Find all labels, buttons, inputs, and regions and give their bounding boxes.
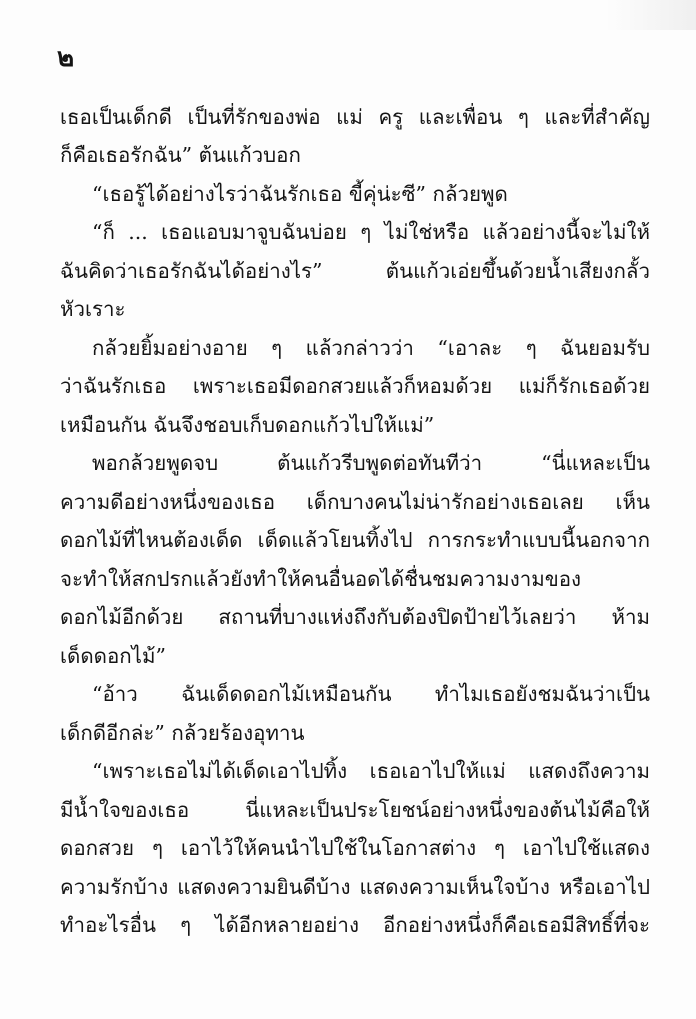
text-line: “เพราะเธอไม่ได้เด็ดเอาไปทิ้ง เธอเอาไปให้แม่ แสดงถึงความ [92,759,650,783]
text-line: เด็กดีอีกล่ะ” กล้วยร้องอุทาน [60,721,305,745]
text-line: “ก็ ... เธอแอบมาจูบฉันบ่อย ๆ ไม่ใช่หรือ แล้วอย่างนี้จะไม่ให้ [92,220,650,244]
text-line: เด็ดดอกไม้” [60,644,166,668]
text-line: หัวเราะ [60,297,126,321]
text-line: ความดีอย่างหนึ่งของเธอ เด็กบางคนไม่น่ารักอย่างเธอเลย เห็น [60,490,650,514]
text-line: พอกล้วยพูดจบ ต้นแก้วรีบพูดต่อทันทีว่า “นี่แหละเป็น [92,451,650,475]
text-line: ว่าฉันรักเธอ เพราะเธอมีดอกสวยแล้วก็หอมด้วย แม่ก็รักเธอด้วย [60,374,650,398]
text-line: เธอเป็นเด็กดี เป็นที่รักของพ่อ แม่ ครู และเพื่อน ๆ และที่สำคัญ [60,105,650,129]
text-line: มีน้ำใจของเธอ นี่แหละเป็นประโยชน์อย่างหนึ่งของต้นไม้คือให้ [60,798,650,822]
scan-corner-shadow [606,0,696,30]
text-line: เหมือนกัน ฉันจึงชอบเก็บดอกแก้วไปให้แม่” [60,413,435,437]
text-line: ดอกไม้อีกด้วย สถานที่บางแห่งถึงกับต้องปิดป้ายไว้เลยว่า ห้าม [60,605,650,629]
text-line: กล้วยยิ้มอย่างอาย ๆ แล้วกล่าวว่า “เอาละ ๆ ฉันยอมรับ [92,336,650,360]
page-number: ๒ [57,43,75,73]
text-line: ความรักบ้าง แสดงความยินดีบ้าง แสดงความเห็นใจบ้าง หรือเอาไป [60,875,650,899]
text-line: ดอกไม้ที่ไหนต้องเด็ด เด็ดแล้วโยนทิ้งไป การกระทำแบบนี้นอกจาก [60,528,650,552]
text-line: ฉันคิดว่าเธอรักฉันได้อย่างไร” ต้นแก้วเอ่ยขึ้นด้วยน้ำเสียงกลั้ว [60,259,650,283]
text-line: ก็คือเธอรักฉัน” ต้นแก้วบอก [60,143,301,167]
text-line: จะทำให้สกปรกแล้วยังทำให้คนอื่นอดได้ชื่นชมความงามของ [60,567,582,591]
text-line: “เธอรู้ได้อย่างไรว่าฉันรักเธอ ขี้คุ่น่ะซี” กล้วยพูด [92,182,508,206]
text-line: “อ้าว ฉันเด็ดดอกไม้เหมือนกัน ทำไมเธอยังชมฉันว่าเป็น [92,682,650,706]
text-line: ดอกสวย ๆ เอาไว้ให้คนนำไปใช้ในโอกาสต่าง ๆ เอาไปใช้แสดง [60,836,650,860]
text-line: ทำอะไรอื่น ๆ ได้อีกหลายอย่าง อีกอย่างหนึ่งก็คือเธอมีสิทธิ์ที่จะ [60,913,650,937]
